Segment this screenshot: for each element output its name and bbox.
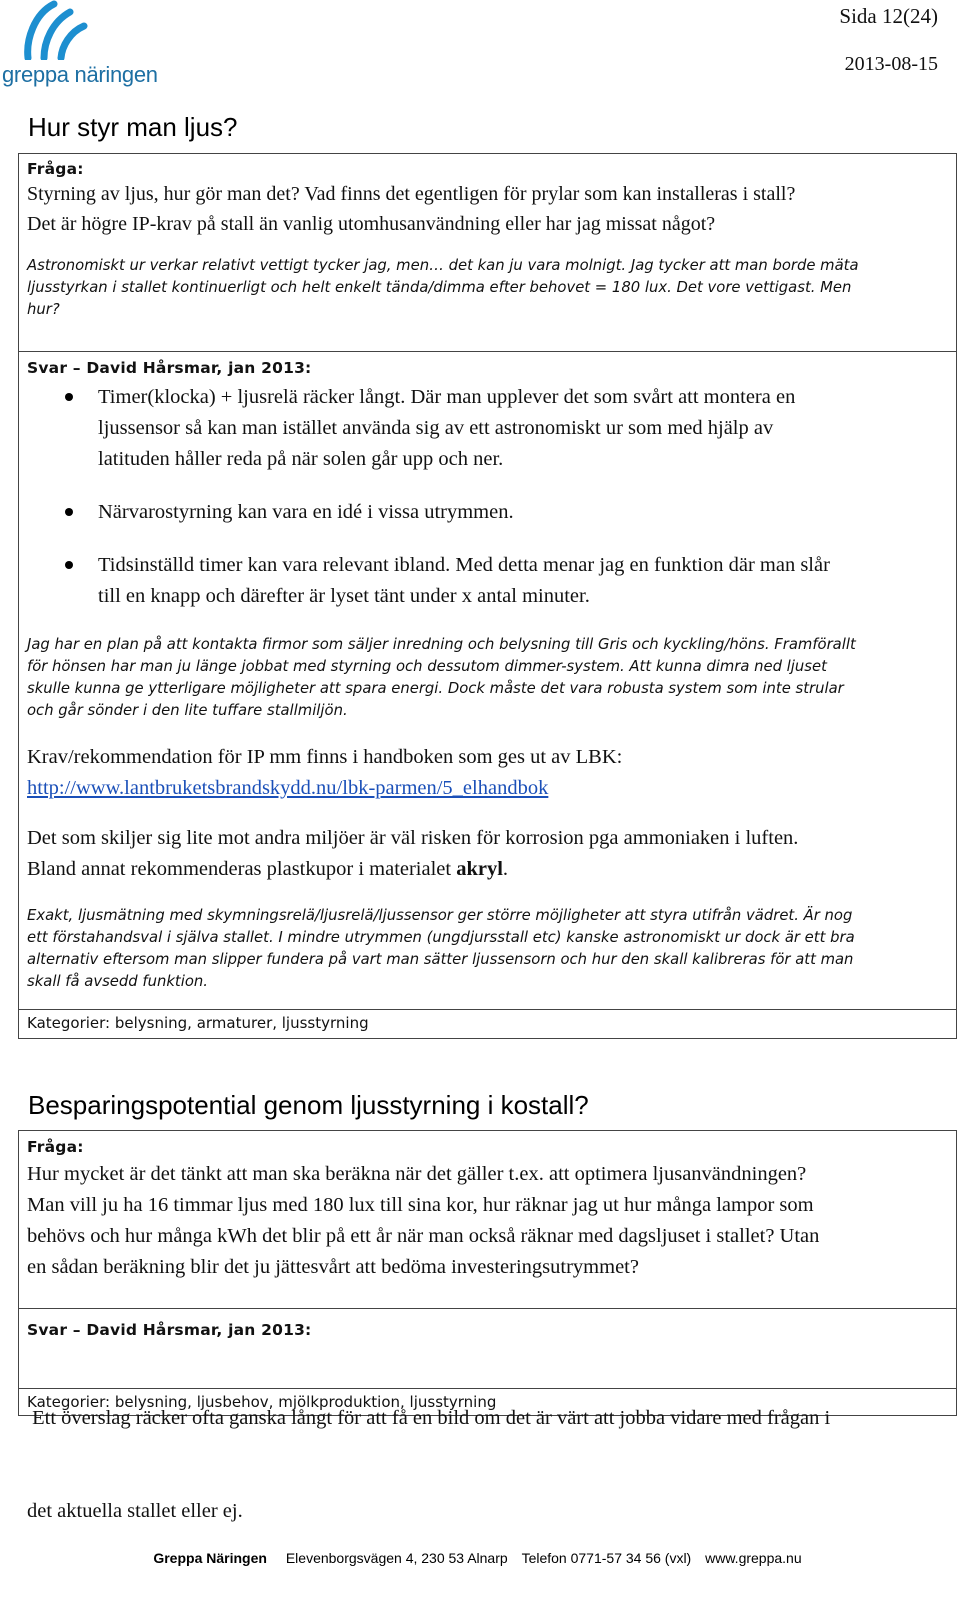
footer-address: Elevenborgsvägen 4, 230 53 Alnarp	[285, 1550, 508, 1566]
question-italic-text	[27, 255, 948, 321]
document-date: 2013-08-15	[844, 53, 938, 75]
question-line: Styrning av ljus, hur gör man det? Vad finns det egentligen för prylar som kan installeras i stall?	[27, 183, 796, 205]
section-title-ljus: Hur styr man ljus?	[28, 112, 238, 142]
list-item: Timer(klocka) + ljusrelä räcker långt. Där man upplever det som svårt att montera en ljussensor så kan man istället använda sig av ett astronomiskt ur som med hjälp av latituden håller reda på när solen går upp och ner.	[27, 382, 948, 475]
italic-line: hur?	[27, 301, 60, 318]
italic-line: ljusstyrkan i stallet kontinuerligt och helt enkelt tända/dimma efter behovet = 180 lux. Det vore vettigast. Men	[27, 279, 852, 296]
ip-recommendation	[27, 742, 948, 804]
list-item: Närvarostyrning kan vara en idé i vissa utrymmen.	[27, 497, 948, 528]
answer-text: Ett överslag räcker ofta ganska långt för att få en bild om det är värt att jobba vidare med frågan i det aktuella stallet eller ej.	[27, 1407, 831, 1522]
answer-label: Svar – David Hårsmar, jan 2013:	[27, 1321, 312, 1339]
question-text	[27, 179, 948, 239]
question-text: Hur mycket är det tänkt att man ska beräkna när det gäller t.ex. att optimera ljusanvändningen? Man vill ju ha 16 timmar ljus med 180 lux till sina kor, hur räknar jag ut hur många lampor som behövs och hur många kWh det blir på ett år när man också räknar med dagsljuset i stallet? Utan en sådan beräkning blir det ju jättesvårt att bedöma investeringsutrymmet?	[27, 1163, 820, 1278]
question-label: Fråga:	[27, 1138, 84, 1156]
italic-note-2: Exakt, ljusmätning med skymningsrelä/ljusrelä/ljussensor ger större möjligheter att styra utifrån vädret. Är nog ett förstahandsval i själva stallet. I mindre utrymmen (ungdjursstall etc) kanske astronomiskt ur dock är ett bra alternativ eftersom man slipper fundera på vart man sätter ljussensorn och hur den skall kalibreras för att man skall få avsedd funktion.	[27, 907, 855, 990]
page-number: Sida 12(24)	[839, 4, 938, 28]
question-line: Det är högre IP-krav på stall än vanlig utomhusanvändning eller har jag missat något?	[27, 213, 716, 235]
environment-text: Det som skiljer sig lite mot andra miljöer är väl risken för korrosion pga ammoniaken i luften. Bland annat rekommenderas plastkupor i materialet akryl.	[27, 827, 799, 880]
qa-box-besparing	[18, 1130, 957, 1522]
greppa-logo	[0, 0, 170, 92]
footer-web[interactable]: www.greppa.nu	[705, 1550, 802, 1566]
footer-phone: Telefon 0771-57 34 56 (vxl)	[521, 1550, 692, 1566]
akryl-bold: akryl	[456, 858, 503, 880]
question-label: Fråga:	[27, 160, 84, 178]
italic-line: Astronomiskt ur verkar relativt vettigt tycker jag, men… det kan ju vara molnigt. Jag tycker att man borde mäta	[27, 257, 859, 274]
categories: Kategorier: belysning, ljusbehov, mjölkproduktion, ljusstyrning	[27, 1393, 497, 1411]
italic-note-1: Jag har en plan på att kontakta firmor som säljer inredning och belysning till Gris och kyckling/höns. Framförallt för hönsen har man ju länge jobbat med styrning och dessutom dimmer-system. Att kunna dimra ned ljuset skulle kunna ge ytterligare möjligheter att spara energi. Dock måste det vara robusta system som inte strular och går sönder i den lite tuffare stallmiljön.	[27, 636, 856, 719]
page-footer	[0, 1550, 960, 1566]
ip-text: Krav/rekommendation för IP mm finns i handboken som ges ut av LBK:	[27, 746, 623, 768]
question-part	[19, 1131, 956, 1309]
logo-text: greppa näringen	[2, 62, 158, 87]
question-part	[19, 154, 956, 352]
qa-box-ljus	[18, 153, 957, 1039]
answer-part	[19, 352, 956, 1010]
section-title-besparing: Besparingspotential genom ljusstyrning i kostall?	[28, 1090, 589, 1120]
answer-bullet-list	[27, 382, 948, 612]
lbk-handbook-link[interactable]: http://www.lantbruketsbrandskydd.nu/lbk-parmen/5_elhandbok	[27, 777, 549, 799]
logo-mark-icon	[24, 0, 88, 60]
answer-label: Svar – David Hårsmar, jan 2013:	[27, 359, 312, 377]
list-item: Tidsinställd timer kan vara relevant ibland. Med detta menar jag en funktion där man slår till en knapp och därefter är lyset tänt under x antal minuter.	[27, 550, 948, 612]
categories: Kategorier: belysning, armaturer, ljusstyrning	[27, 1014, 369, 1032]
footer-org: Greppa Näringen	[153, 1550, 267, 1566]
